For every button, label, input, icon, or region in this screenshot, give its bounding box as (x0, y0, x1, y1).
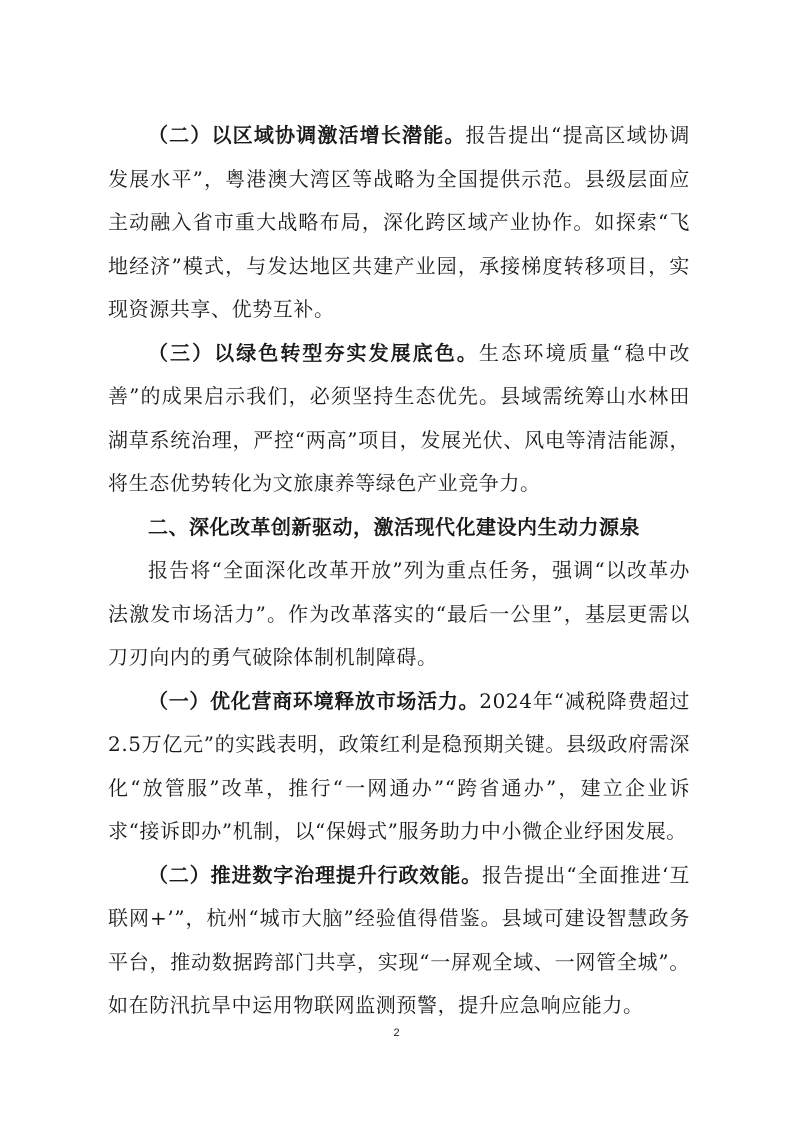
paragraph-text: 报告提出“提高区域协调发展水平”，粤港澳大湾区等战略为全国提供示范。县级层面应主动融入省市重大战略布局，深化跨区域产业协作。如探索“飞地经济”模式，与发达地区共建产业园，承接梯度转移项目，实现资源共享、优势互补。 (108, 123, 691, 321)
paragraph-digital-governance (108, 854, 690, 1028)
section-intro-paragraph: 报告将“全面深化改革开放”列为重点任务，强调“以改革办法激发市场活力”。作为改革落实的“最后一公里”，基层更需以刀刃向内的勇气破除体制机制障碍。 (108, 558, 690, 669)
paragraph-green-transition (108, 332, 690, 506)
paragraph-text: 2024年“减税降费超过2.5万亿元”的实践表明，政策红利是稳预期关键。县级政府需深化“放管服”改革，推行“一网通办”“跨省通办”，建立企业诉求“接诉即办”机制，以“保姆式”服务助力中小微企业纾困发展。 (108, 688, 690, 843)
document-body (108, 114, 690, 1028)
paragraph-text: 报告提出“全面推进‘互联网+’”，杭州“城市大脑”经验值得借鉴。县域可建设智慧政务平台，推动数据跨部门共享，实现“一屏观全域、一网管全城”。如在防汛抗旱中运用物联网监测预警，提升应急响应能力。 (108, 862, 691, 1017)
paragraph-text: 生态环境质量“稳中改善”的成果启示我们，必须坚持生态优先。县域需统筹山水林田湖草系统治理，严控“两高”项目，发展光伏、风电等清洁能源，将生态优势转化为文旅康养等绿色产业竞争力。 (108, 340, 690, 495)
paragraph-lead: （一）优化营商环境释放市场活力。 (148, 688, 480, 713)
paragraph-business-environment (108, 680, 690, 854)
section-heading: 二、深化改革创新驱动，激活现代化建设内生动力源泉 (148, 514, 640, 539)
paragraph-lead: （二）以区域协调激活增长潜能。 (148, 123, 466, 147)
paragraph-lead: （三）以绿色转型夯实发展底色。 (148, 340, 479, 365)
paragraph-lead: （二）推进数字治理提升行政效能。 (148, 862, 483, 887)
page-number: 2 (393, 1027, 400, 1039)
paragraph-regional-coordination (108, 114, 690, 332)
